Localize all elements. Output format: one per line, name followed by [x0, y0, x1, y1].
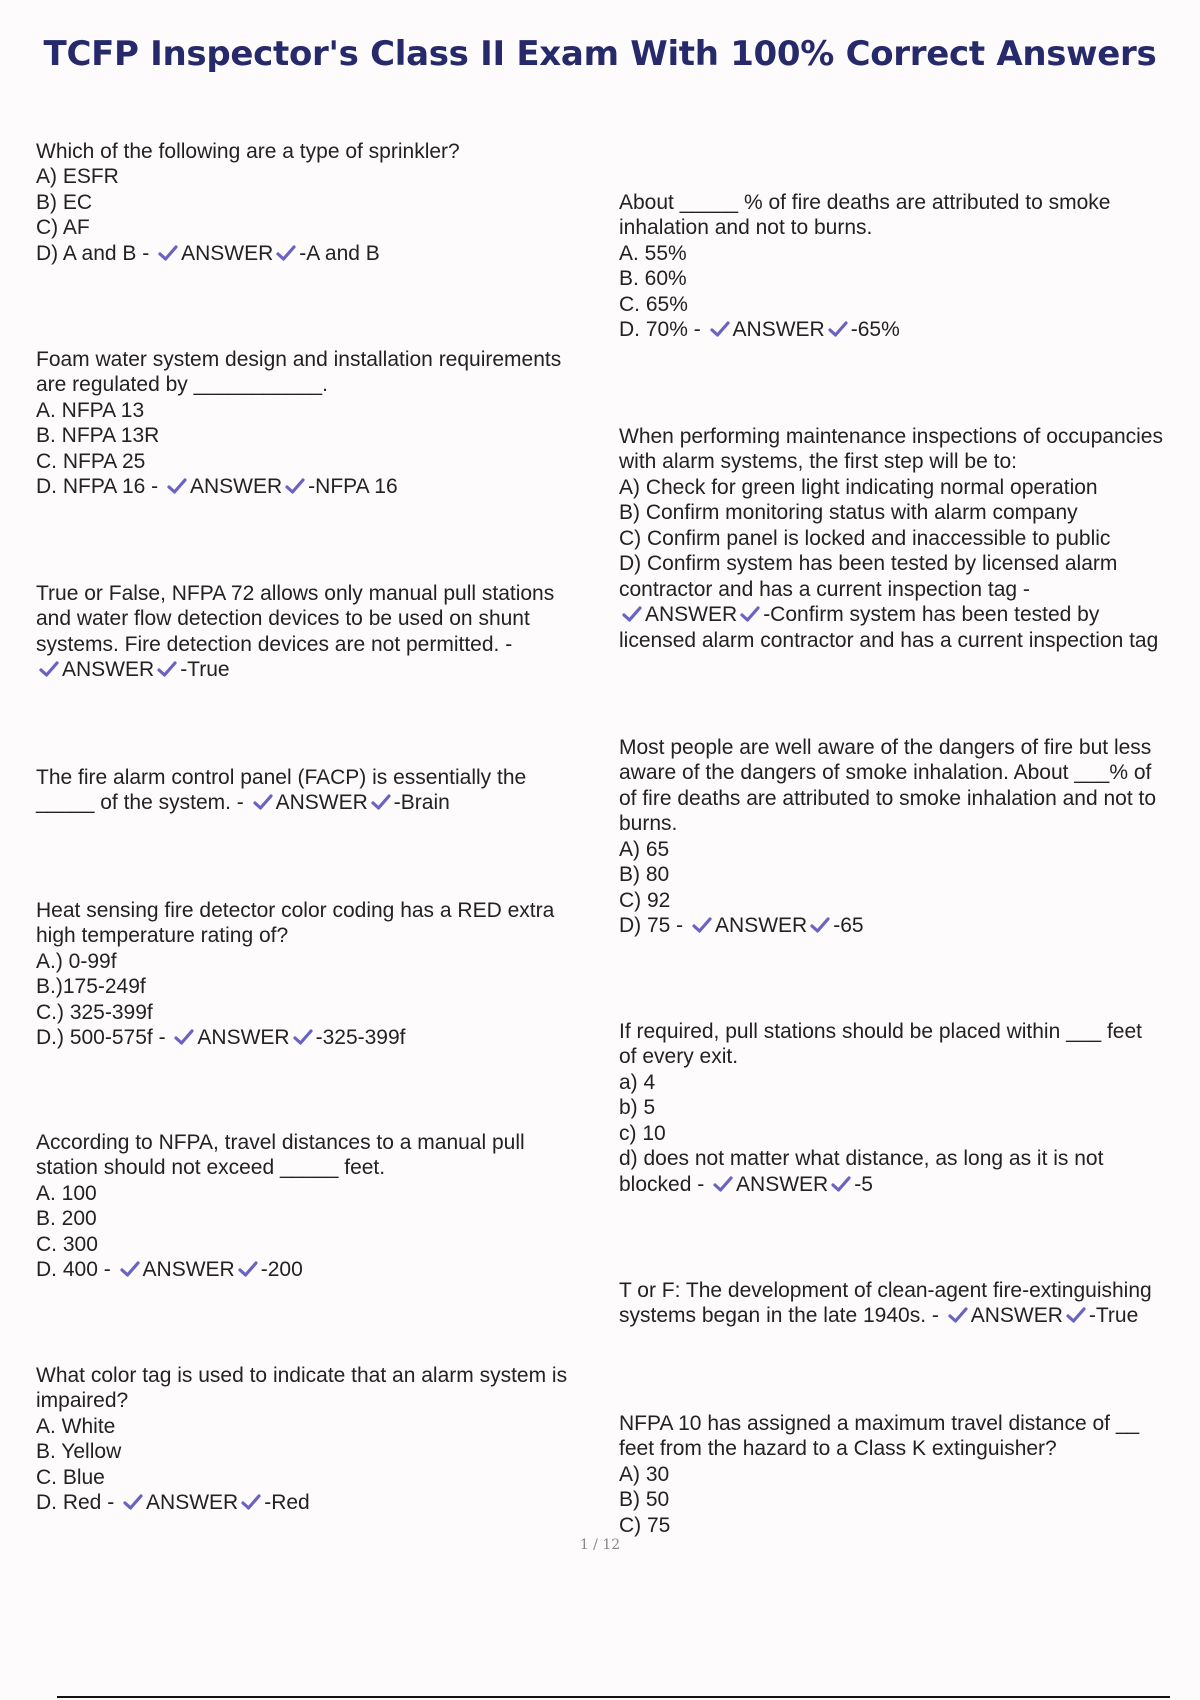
- page-number: 1 / 12: [579, 1537, 621, 1553]
- answer-text: -Brain: [393, 791, 450, 814]
- check-icon: [275, 243, 297, 263]
- question-block: [36, 113, 596, 266]
- answer-label: ANSWER: [62, 658, 155, 681]
- answer-text: -325-399f: [315, 1026, 406, 1049]
- question-text: What color tag is used to indicate that an alarm system is impaired? A. White B. Yellow C. Blue D. Red -: [36, 1363, 568, 1514]
- question-block: [36, 555, 596, 683]
- question-text: Foam water system design and installation requirements are regulated by ___________. A. NFPA 13 B. NFPA 13R C. NFPA 25 D. NFPA 16 -: [36, 347, 562, 498]
- answer-text: -65%: [850, 318, 900, 341]
- check-icon: [621, 604, 643, 624]
- question-block: [36, 739, 596, 816]
- footer-divider: [57, 1696, 1170, 1698]
- question-text: Heat sensing fire detector color coding has a RED extra high temperature rating of? A.) 0-99f B.)175-249f C.) 325-399f D.) 500-575f -: [36, 898, 555, 1049]
- check-icon: [739, 604, 761, 624]
- answer-text: -65: [833, 914, 864, 937]
- answer-label: ANSWER: [275, 791, 368, 814]
- answer-text: -True: [1088, 1304, 1139, 1327]
- check-icon: [809, 915, 831, 935]
- question-block: [619, 993, 1199, 1197]
- check-icon: [119, 1259, 141, 1279]
- check-icon: [156, 659, 178, 679]
- check-icon: [370, 792, 392, 812]
- check-icon: [284, 476, 306, 496]
- answer-line: [689, 914, 864, 937]
- answer-label: ANSWER: [970, 1304, 1063, 1327]
- question-block: [619, 709, 1199, 939]
- question-block: [619, 164, 1199, 343]
- answer-label: ANSWER: [732, 318, 825, 341]
- question-text: The fire alarm control panel (FACP) is essentially the _____ of the system. -: [36, 765, 527, 814]
- answer-line: [36, 658, 230, 681]
- question-text: If required, pull stations should be placed within ___ feet of every exit. a) 4 b) 5 c) 10 d) does not matter what distance, as long as it is not blocked -: [619, 1019, 1143, 1196]
- check-icon: [173, 1027, 195, 1047]
- answer-text: -A and B: [299, 241, 380, 265]
- answer-line: [171, 1026, 405, 1049]
- answer-label: ANSWER: [197, 1026, 290, 1049]
- answer-text-continued: licensed alarm contractor and has a current inspection tag: [619, 628, 1159, 652]
- question-block: [36, 321, 596, 500]
- answer-line: [619, 603, 1099, 626]
- check-icon: [38, 659, 60, 679]
- answer-text: -200: [260, 1258, 303, 1281]
- page-title: TCFP Inspector's Class II Exam With 100% Correct Answers: [43, 34, 1157, 74]
- answer-label: ANSWER: [146, 1491, 239, 1514]
- question-text: Most people are well aware of the dangers of fire but less aware of the dangers of smoke inhalation. About ___% of of fire deaths are attributed to smoke inhalation and not to burns. A) 65 B) 80 C) 92 D) 75 -: [619, 735, 1157, 937]
- question-block: [619, 1252, 1199, 1329]
- check-icon: [157, 243, 179, 263]
- check-icon: [166, 476, 188, 496]
- check-icon: [237, 1259, 259, 1279]
- check-icon: [712, 1174, 734, 1194]
- question-text: Which of the following are a type of sprinkler? A) ESFR B) EC C) AF D) A and B -: [36, 139, 460, 265]
- answer-text: -Red: [264, 1491, 310, 1514]
- answer-text: -True: [180, 658, 230, 681]
- check-icon: [1065, 1305, 1087, 1325]
- answer-text: -NFPA 16: [308, 475, 398, 498]
- answer-text: -5: [854, 1172, 873, 1196]
- answer-label: ANSWER: [181, 241, 274, 265]
- answer-line: [120, 1491, 310, 1514]
- answer-label: ANSWER: [736, 1172, 829, 1196]
- check-icon: [240, 1492, 262, 1512]
- answer-line: [707, 318, 900, 341]
- question-text: According to NFPA, travel distances to a manual pull station should not exceed _____ feet. A. 100 B. 200 C. 300 D. 400 -: [36, 1130, 525, 1281]
- check-icon: [947, 1305, 969, 1325]
- question-block: [36, 1337, 596, 1516]
- check-icon: [709, 319, 731, 339]
- question-block: [619, 398, 1199, 653]
- check-icon: [827, 319, 849, 339]
- question-block: [619, 1385, 1199, 1538]
- answer-label: ANSWER: [142, 1258, 235, 1281]
- question-block: [36, 1104, 596, 1283]
- answer-text: -Confirm system has been tested by: [763, 603, 1100, 626]
- question-text: About _____ % of fire deaths are attributed to smoke inhalation and not to burns. A. 55% B. 60% C. 65% D. 70% -: [619, 190, 1111, 341]
- answer-line: [250, 791, 450, 814]
- answer-label: ANSWER: [715, 914, 808, 937]
- answer-label: ANSWER: [645, 603, 738, 626]
- check-icon: [830, 1174, 852, 1194]
- check-icon: [122, 1492, 144, 1512]
- question-text: True or False, NFPA 72 allows only manual pull stations and water flow detection devices to be used on shunt systems. Fire detection devices are not permitted. -: [36, 581, 555, 656]
- answer-line: [710, 1173, 873, 1196]
- question-text: When performing maintenance inspections of occupancies with alarm systems, the first step will be to: A) Check for green light indicating normal operation B) Confirm monitoring status with alarm company C) Confirm panel is locked and inaccessible to public D) Confirm system has been tested by licensed alarm contractor and has a current inspection tag -: [619, 424, 1163, 601]
- question-text: NFPA 10 has assigned a maximum travel distance of __ feet from the hazard to a Class K extinguisher? A) 30 B) 50 C) 75: [619, 1411, 1140, 1537]
- question-text: T or F: The development of clean-agent fire-extinguishing systems began in the late 1940s. -: [619, 1278, 1152, 1327]
- answer-label: ANSWER: [189, 475, 283, 498]
- check-icon: [691, 915, 713, 935]
- answer-line: [164, 475, 398, 498]
- check-icon: [292, 1027, 314, 1047]
- answer-line: [945, 1304, 1139, 1327]
- question-block: [36, 872, 596, 1051]
- answer-line: [117, 1258, 303, 1281]
- answer-line: [155, 242, 380, 265]
- check-icon: [252, 792, 274, 812]
